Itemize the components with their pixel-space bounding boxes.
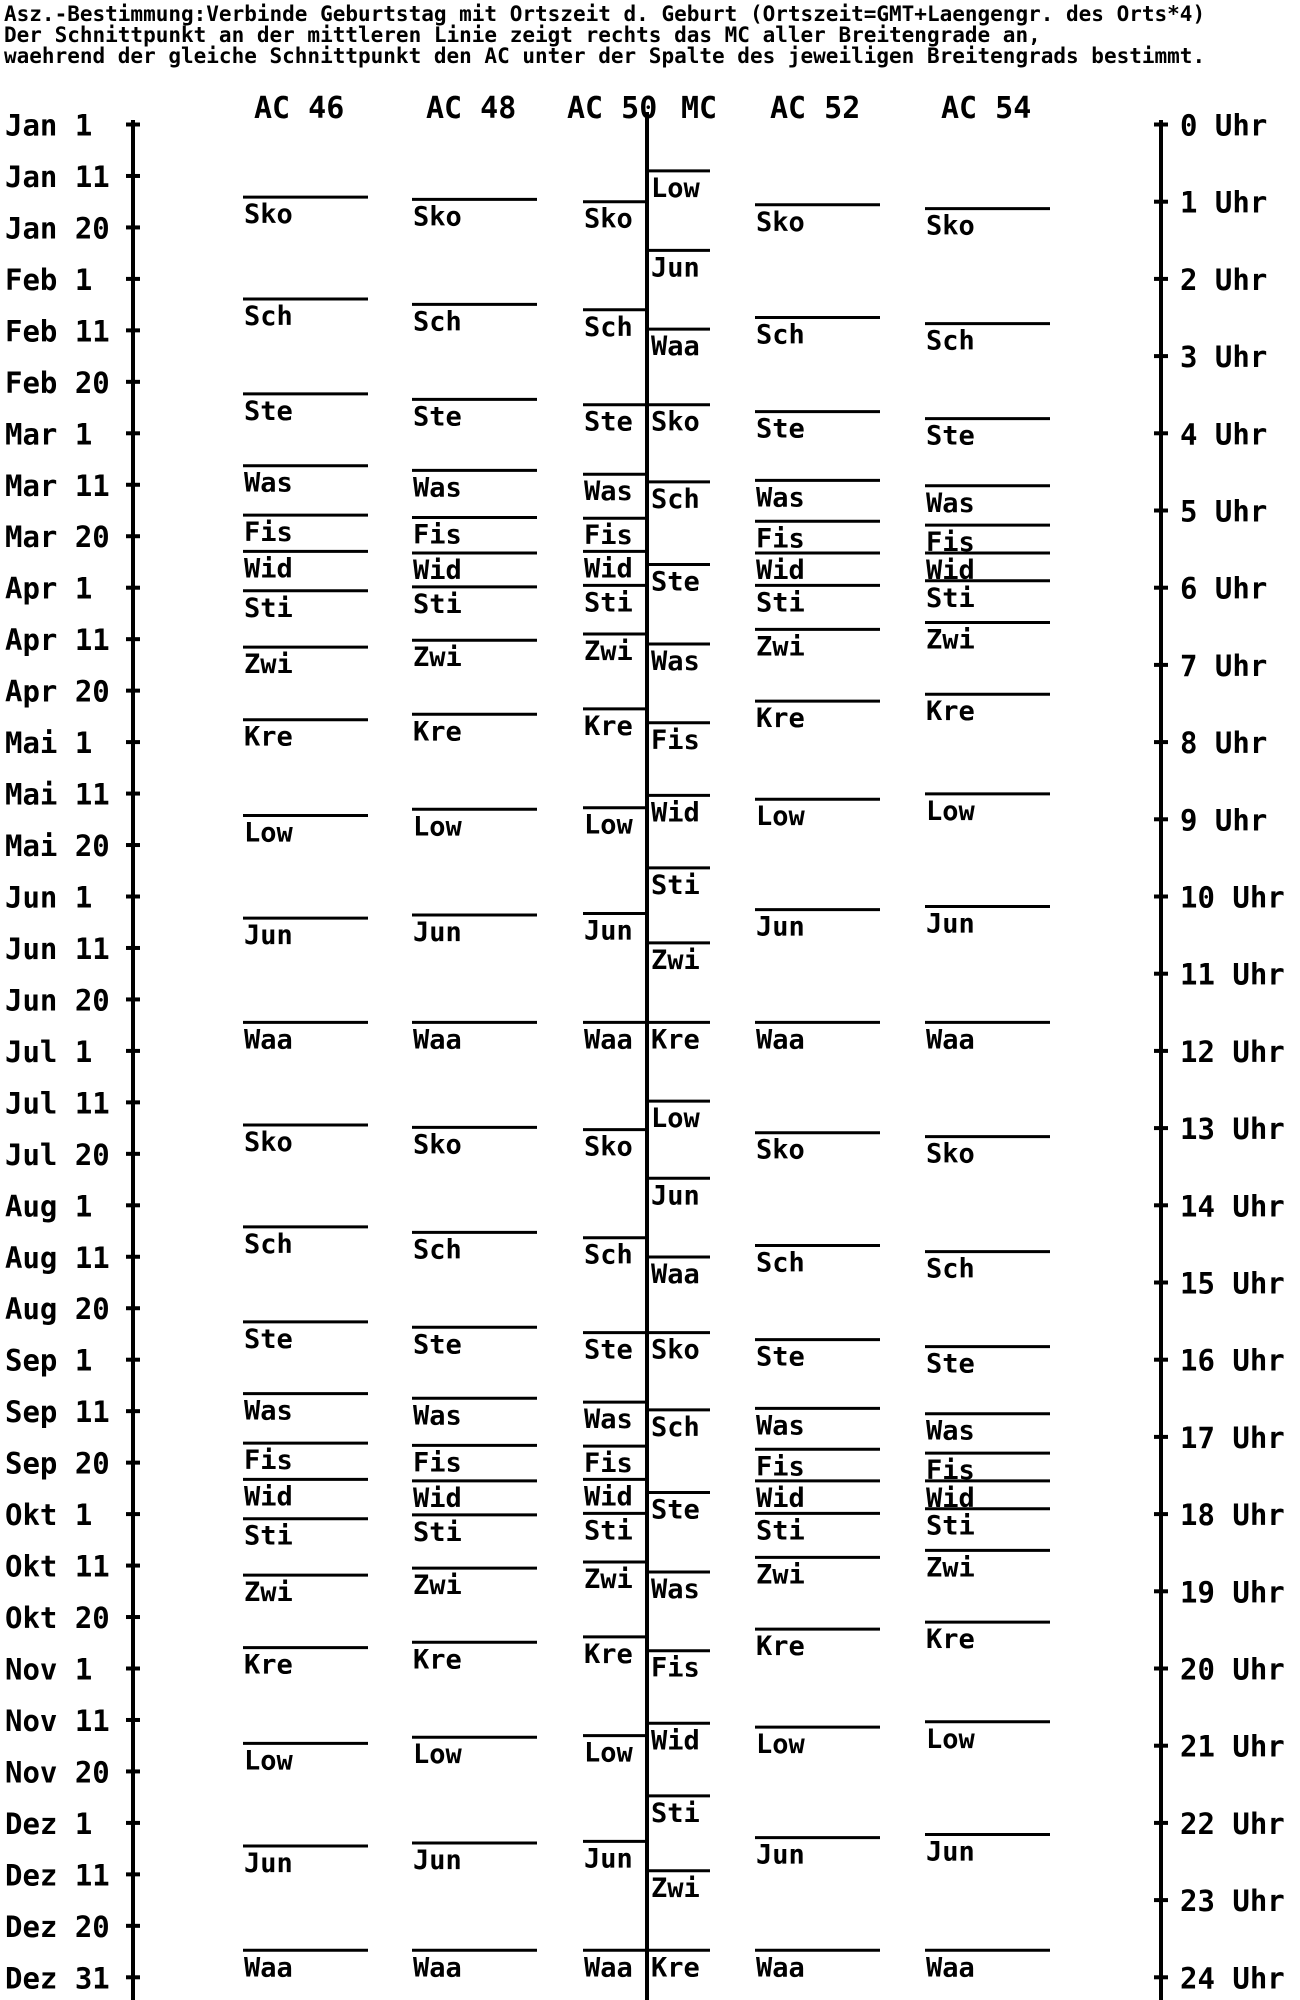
hour-label: 8 Uhr xyxy=(1180,726,1268,761)
date-label: Feb 20 xyxy=(5,365,110,400)
sign-label: Waa xyxy=(756,1024,805,1056)
date-label: Feb 11 xyxy=(5,314,110,349)
sign-label: Zwi xyxy=(926,624,975,656)
sign-label: Waa xyxy=(926,1952,975,1984)
sign-label: Fis xyxy=(584,520,633,552)
hour-label: 7 Uhr xyxy=(1180,648,1268,683)
sign-label: Wid xyxy=(756,1482,805,1514)
sign-label: Fis xyxy=(244,517,293,549)
sign-label: Ste xyxy=(584,406,633,438)
sign-label: Sti xyxy=(244,1520,293,1552)
sign-label: Low xyxy=(244,1745,293,1777)
hour-label: 2 Uhr xyxy=(1180,262,1268,297)
date-label: Aug 1 xyxy=(5,1189,93,1224)
date-label: Dez 11 xyxy=(5,1858,110,1893)
sign-label: Jun xyxy=(584,915,633,947)
date-label: Apr 1 xyxy=(5,571,93,606)
sign-label: Low xyxy=(584,1737,633,1769)
hour-label: 5 Uhr xyxy=(1180,494,1268,529)
sign-label: Sch xyxy=(926,325,975,357)
date-label: Sep 20 xyxy=(5,1446,110,1481)
sign-label: Was xyxy=(413,472,462,504)
date-label: Nov 11 xyxy=(5,1703,110,1738)
date-label: Dez 1 xyxy=(5,1806,93,1841)
column-header-ac52: AC 52 xyxy=(770,91,861,126)
sign-label: Jun xyxy=(756,911,805,943)
sign-label: Low xyxy=(584,809,633,841)
sign-label: Kre xyxy=(651,1024,700,1056)
sign-label: Sko xyxy=(584,1131,633,1163)
sign-label: Sch xyxy=(926,1253,975,1285)
date-label: Nov 1 xyxy=(5,1652,93,1687)
sign-label: Jun xyxy=(413,1844,462,1876)
date-axis xyxy=(5,109,140,2000)
sign-label: Low xyxy=(926,1723,975,1755)
sign-label: Was xyxy=(584,476,633,508)
sign-label: Kre xyxy=(756,1631,805,1663)
sign-label: Wid xyxy=(244,1481,293,1513)
sign-label: Fis xyxy=(926,527,975,559)
sign-label: Sko xyxy=(756,1134,805,1166)
sign-label: Jun xyxy=(584,1843,633,1875)
sign-label: Kre xyxy=(926,1624,975,1656)
sign-label: Waa xyxy=(413,1024,462,1056)
sign-label: Sch xyxy=(756,1247,805,1279)
sign-label: Sti xyxy=(926,582,975,614)
sign-label: Kre xyxy=(413,716,462,748)
sign-label: Sch xyxy=(651,1411,700,1443)
sign-label: Sti xyxy=(413,588,462,620)
column-header-ac50: AC 50 xyxy=(567,91,658,126)
sign-label: Sko xyxy=(413,201,462,233)
sign-label: Low xyxy=(651,1103,700,1135)
sign-label: Was xyxy=(756,1410,805,1442)
date-label: Jan 11 xyxy=(5,159,110,194)
sign-label: Sko xyxy=(651,406,700,438)
sign-label: Wid xyxy=(926,1482,975,1514)
hour-label: 23 Uhr xyxy=(1180,1884,1285,1919)
sign-label: Kre xyxy=(926,696,975,728)
sign-label: Wid xyxy=(651,797,700,829)
sign-label: Sti xyxy=(651,869,700,901)
column-headers xyxy=(254,91,1031,126)
sign-label: Waa xyxy=(651,331,700,363)
sign-label: Jun xyxy=(926,908,975,940)
header-line-3: waehrend der gleiche Schnittpunkt den AC unter der Spalte des jeweiligen Breitengrads bestimmt. xyxy=(4,44,1206,68)
date-label: Feb 1 xyxy=(5,262,93,297)
sign-label: Sko xyxy=(926,210,975,242)
hour-label: 18 Uhr xyxy=(1180,1498,1285,1533)
sign-label: Sch xyxy=(244,1228,293,1260)
sign-label: Sti xyxy=(756,1515,805,1547)
sign-label: Sko xyxy=(413,1129,462,1161)
sign-label: Zwi xyxy=(756,631,805,663)
date-label: Mar 11 xyxy=(5,468,110,503)
date-label: Aug 11 xyxy=(5,1240,110,1275)
sign-label: Wid xyxy=(584,1481,633,1513)
sign-label: Jun xyxy=(926,1836,975,1868)
sign-label: Sko xyxy=(244,199,293,231)
sign-label: Wid xyxy=(244,553,293,585)
sign-label: Was xyxy=(651,646,700,678)
date-label: Dez 31 xyxy=(5,1961,110,1996)
sign-label: Ste xyxy=(244,1323,293,1355)
sign-label: Wid xyxy=(584,553,633,585)
sign-label: Ste xyxy=(756,1341,805,1373)
sign-label: Zwi xyxy=(926,1552,975,1584)
sign-label: Low xyxy=(756,801,805,833)
header-line-1: Asz.-Bestimmung:Verbinde Geburtstag mit Ortszeit d. Geburt (Ortszeit=GMT+Laengengr. des Orts*4) xyxy=(4,2,1206,26)
date-label: Jul 11 xyxy=(5,1086,110,1121)
sign-label: Low xyxy=(651,172,700,204)
sign-label: Sch xyxy=(651,483,700,515)
sign-label: Fis xyxy=(926,1455,975,1487)
hour-label: 17 Uhr xyxy=(1180,1420,1285,1455)
sign-label: Sch xyxy=(244,300,293,332)
sign-label: Ste xyxy=(413,1329,462,1361)
sign-label: Kre xyxy=(413,1644,462,1676)
hour-label: 12 Uhr xyxy=(1180,1034,1285,1069)
sign-label: Low xyxy=(413,811,462,843)
sign-label: Waa xyxy=(756,1952,805,1984)
sign-label: Sko xyxy=(651,1334,700,1366)
sign-label: Waa xyxy=(651,1259,700,1291)
sign-label: Zwi xyxy=(413,1570,462,1602)
sign-label: Low xyxy=(244,817,293,849)
sign-label: Low xyxy=(756,1729,805,1761)
date-label: Jan 20 xyxy=(5,211,110,246)
date-label: Mar 20 xyxy=(5,520,110,555)
date-label: Jun 20 xyxy=(5,983,110,1018)
hour-label: 3 Uhr xyxy=(1180,340,1268,375)
date-label: Jun 11 xyxy=(5,931,110,966)
sign-label: Sti xyxy=(584,1515,633,1547)
sign-label: Wid xyxy=(651,1725,700,1757)
sign-label: Sti xyxy=(651,1797,700,1829)
sign-label: Sko xyxy=(244,1127,293,1159)
sign-label: Was xyxy=(756,482,805,514)
sign-label: Was xyxy=(584,1404,633,1436)
sign-label: Kre xyxy=(651,1952,700,1984)
sign-label: Ste xyxy=(651,566,700,598)
date-label: Jul 1 xyxy=(5,1034,93,1069)
sign-label: Sko xyxy=(926,1138,975,1170)
header-line-2: Der Schnittpunkt an der mittleren Linie zeigt rechts das MC aller Breitengrade an, xyxy=(4,23,1041,47)
date-label: Jul 20 xyxy=(5,1137,110,1172)
date-label: Aug 20 xyxy=(5,1292,110,1327)
sign-label: Kre xyxy=(756,703,805,735)
hour-axis xyxy=(1154,109,1285,2000)
sign-label: Ste xyxy=(413,401,462,433)
sign-label: Fis xyxy=(756,523,805,555)
hour-label: 4 Uhr xyxy=(1180,417,1268,452)
sign-label: Ste xyxy=(584,1334,633,1366)
sign-label: Zwi xyxy=(244,1577,293,1609)
column-header-ac46: AC 46 xyxy=(254,91,345,126)
hour-label: 24 Uhr xyxy=(1180,1961,1285,1996)
hour-label: 10 Uhr xyxy=(1180,880,1285,915)
sign-label: Kre xyxy=(244,1649,293,1681)
mc-column xyxy=(649,171,710,1983)
date-label: Mar 1 xyxy=(5,417,93,452)
date-label: Apr 11 xyxy=(5,623,110,658)
sign-label: Sti xyxy=(244,592,293,624)
sign-label: Was xyxy=(926,487,975,519)
sign-label: Ste xyxy=(651,1494,700,1526)
sign-label: Fis xyxy=(584,1448,633,1480)
sign-label: Fis xyxy=(244,1445,293,1477)
hour-label: 13 Uhr xyxy=(1180,1112,1285,1147)
sign-label: Waa xyxy=(926,1024,975,1056)
sign-label: Fis xyxy=(756,1451,805,1483)
sign-label: Wid xyxy=(756,554,805,586)
sign-label: Waa xyxy=(244,1952,293,1984)
sign-label: Wid xyxy=(926,554,975,586)
column-header-ac48: AC 48 xyxy=(426,91,517,126)
sign-label: Waa xyxy=(584,1952,633,1984)
column-header-mc: MC xyxy=(681,91,718,126)
sign-label: Was xyxy=(926,1415,975,1447)
date-label: Nov 20 xyxy=(5,1755,110,1790)
sign-label: Sti xyxy=(584,587,633,619)
hour-label: 0 Uhr xyxy=(1180,108,1268,143)
sign-label: Was xyxy=(244,1395,293,1427)
sign-label: Kre xyxy=(244,721,293,753)
date-label: Sep 1 xyxy=(5,1343,93,1378)
hour-label: 20 Uhr xyxy=(1180,1652,1285,1687)
sign-label: Wid xyxy=(413,554,462,586)
sign-label: Fis xyxy=(651,724,700,756)
sign-label: Zwi xyxy=(584,1563,633,1595)
date-label: Jan 1 xyxy=(5,108,93,143)
sign-label: Ste xyxy=(926,420,975,452)
sign-label: Low xyxy=(413,1739,462,1771)
sign-label: Fis xyxy=(413,519,462,551)
sign-label: Ste xyxy=(756,413,805,445)
sign-label: Wid xyxy=(413,1482,462,1514)
date-label: Apr 20 xyxy=(5,674,110,709)
sign-label: Ste xyxy=(926,1348,975,1380)
sign-label: Sko xyxy=(756,206,805,238)
hour-label: 15 Uhr xyxy=(1180,1266,1285,1301)
date-label: Mai 1 xyxy=(5,726,93,761)
sign-label: Sch xyxy=(413,1234,462,1266)
sign-label: Was xyxy=(413,1400,462,1432)
date-label: Mai 11 xyxy=(5,777,110,812)
sign-label: Zwi xyxy=(584,636,633,668)
hour-label: 6 Uhr xyxy=(1180,571,1268,606)
sign-label: Sch xyxy=(584,311,633,343)
sign-label: Jun xyxy=(413,917,462,949)
sign-label: Zwi xyxy=(756,1559,805,1591)
sign-label: Ste xyxy=(244,395,293,427)
date-label: Mai 20 xyxy=(5,829,110,864)
sign-label: Jun xyxy=(244,1848,293,1880)
sign-label: Sch xyxy=(584,1239,633,1271)
hour-label: 11 Uhr xyxy=(1180,957,1285,992)
sign-label: Zwi xyxy=(244,649,293,681)
sign-label: Fis xyxy=(651,1652,700,1684)
sign-label: Jun xyxy=(651,1180,700,1212)
sign-label: Fis xyxy=(413,1447,462,1479)
date-label: Okt 11 xyxy=(5,1549,110,1584)
ac-column xyxy=(925,209,1050,1984)
sign-label: Zwi xyxy=(651,944,700,976)
hour-label: 19 Uhr xyxy=(1180,1575,1285,1610)
sign-label: Sch xyxy=(413,306,462,338)
sign-label: Sti xyxy=(926,1510,975,1542)
sign-label: Waa xyxy=(413,1952,462,1984)
sign-label: Sti xyxy=(413,1516,462,1548)
hour-label: 16 Uhr xyxy=(1180,1343,1285,1378)
hour-label: 21 Uhr xyxy=(1180,1729,1285,1764)
sign-label: Jun xyxy=(756,1839,805,1871)
date-label: Jun 1 xyxy=(5,880,93,915)
sign-label: Waa xyxy=(244,1024,293,1056)
date-label: Okt 20 xyxy=(5,1601,110,1636)
date-label: Sep 11 xyxy=(5,1395,110,1430)
ac-column xyxy=(583,202,645,1984)
sign-label: Sti xyxy=(756,587,805,619)
hour-label: 1 Uhr xyxy=(1180,185,1268,220)
sign-label: Jun xyxy=(244,920,293,952)
sign-label: Was xyxy=(651,1574,700,1605)
sign-label: Kre xyxy=(584,710,633,742)
hour-label: 9 Uhr xyxy=(1180,803,1268,838)
sign-label: Waa xyxy=(584,1024,633,1056)
ac-column xyxy=(412,199,537,1983)
date-label: Okt 1 xyxy=(5,1498,93,1533)
sign-label: Sch xyxy=(756,319,805,351)
sign-label: Sko xyxy=(584,203,633,235)
sign-label: Low xyxy=(926,795,975,827)
header-text xyxy=(4,2,1205,68)
sign-label: Jun xyxy=(651,252,700,284)
ac-column xyxy=(243,197,368,1983)
hour-label: 14 Uhr xyxy=(1180,1189,1285,1224)
sign-label: Zwi xyxy=(413,642,462,674)
sign-label: Kre xyxy=(584,1638,633,1670)
date-label: Dez 20 xyxy=(5,1909,110,1944)
column-header-ac54: AC 54 xyxy=(941,91,1032,126)
sign-label: Zwi xyxy=(651,1872,700,1904)
hour-label: 22 Uhr xyxy=(1180,1806,1285,1841)
sign-label: Was xyxy=(244,467,293,499)
ac-column xyxy=(755,205,880,1983)
